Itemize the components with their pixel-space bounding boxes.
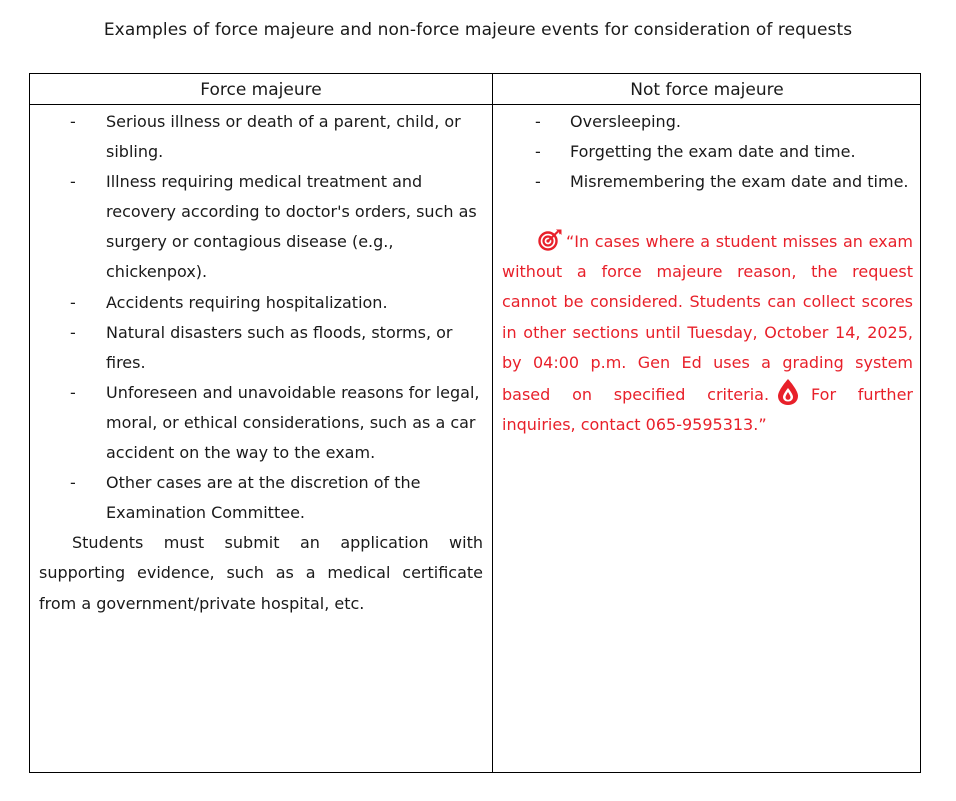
- not-force-majeure-cell: [502, 107, 913, 440]
- list-item: [39, 318, 483, 378]
- list-item-text: Serious illness or death of a parent, child, or sibling.: [106, 112, 461, 162]
- drop-icon: [775, 378, 801, 406]
- force-majeure-table: [29, 73, 921, 773]
- force-majeure-list: [39, 107, 483, 528]
- list-item: [39, 288, 483, 318]
- list-item-text: Unforeseen and unavoidable reasons for legal, moral, or ethical considerations, such as a car accident on the way to the exam.: [106, 382, 480, 463]
- document-title: Examples of force majeure and non-force majeure events for consideration of requests: [103, 20, 853, 40]
- column-divider: [492, 74, 493, 772]
- dash-marker: -: [70, 382, 76, 402]
- force-majeure-cell: [39, 107, 483, 619]
- application-note: Students must submit an application with supporting evidence, such as a medical certificate from a government/private hospital, etc.: [39, 533, 483, 613]
- target-arrow-icon: [538, 229, 562, 251]
- missed-exam-notice: [502, 227, 913, 440]
- dash-marker: -: [535, 172, 541, 192]
- dash-marker: -: [70, 112, 76, 131]
- list-item: [502, 137, 913, 167]
- header-force-majeure: Force majeure: [200, 80, 322, 100]
- not-force-majeure-list: [502, 107, 913, 197]
- notice-text-contact: For further inquiries, contact 065-9595313.”: [502, 384, 913, 434]
- list-item-text: Other cases are at the discretion of the Examination Committee.: [106, 473, 421, 523]
- list-item: [39, 107, 483, 167]
- list-item: [39, 468, 483, 528]
- dash-marker: -: [535, 112, 541, 131]
- list-item-text: Oversleeping.: [570, 112, 681, 131]
- list-item-text: Misremembering the exam date and time.: [570, 172, 909, 192]
- list-item-text: Natural disasters such as floods, storms, or fires.: [106, 322, 453, 372]
- dash-marker: -: [535, 142, 541, 162]
- list-item-text: Forgetting the exam date and time.: [570, 142, 856, 162]
- list-item: [502, 107, 913, 137]
- list-item: [502, 167, 913, 197]
- header-not-force-majeure: Not force majeure: [630, 80, 784, 100]
- dash-marker: -: [70, 322, 76, 342]
- list-item-text: Illness requiring medical treatment and recovery according to doctor's orders, such as surgery or contagious disease (e.g., chickenpox).: [106, 172, 477, 282]
- dash-marker: -: [70, 473, 76, 493]
- notice-text-main: “In cases where a student misses an exam without a force majeure reason, the request cannot be considered. Students can collect scores in other sections until Tuesday, October 14, 2025, by 04:00 p.m. Gen Ed uses a grading system based on specified criteria.: [502, 232, 913, 404]
- list-item: [39, 167, 483, 287]
- dash-marker: -: [70, 172, 76, 192]
- dash-marker: -: [70, 292, 76, 312]
- list-item: [39, 378, 483, 468]
- list-item-text: Accidents requiring hospitalization.: [106, 292, 388, 312]
